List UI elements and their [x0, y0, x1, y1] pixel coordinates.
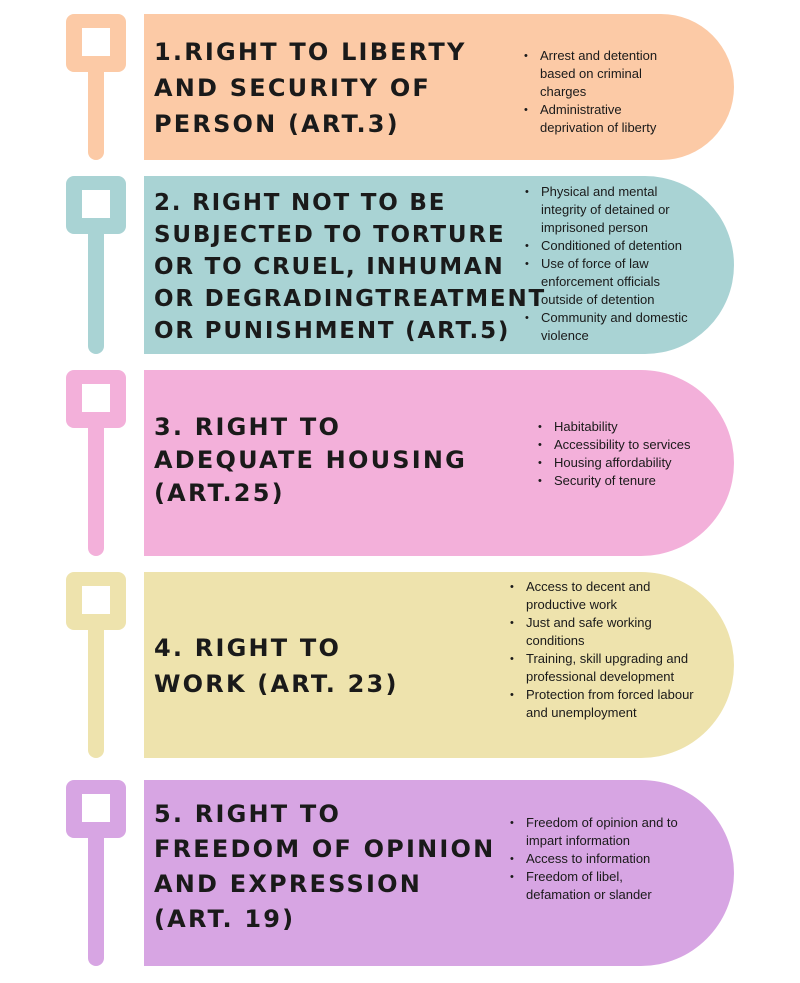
right-tag	[144, 370, 734, 556]
detail-item: • Community and domestic violence	[525, 309, 701, 345]
right-tag	[144, 780, 734, 966]
right-details	[538, 418, 728, 490]
detail-item: • Protection from forced labour and unemployment	[510, 686, 694, 722]
detail-item: • Housing affordability	[538, 454, 728, 472]
right-details	[525, 183, 701, 345]
detail-item: • Administrative deprivation of liberty	[524, 101, 684, 137]
detail-item: • Just and safe working conditions	[510, 614, 694, 650]
detail-item: • Access to information	[510, 850, 690, 868]
right-title: 3. RIGHT TO ADEQUATE HOUSING (ART.25)	[154, 413, 468, 507]
detail-item: • Use of force of law enforcement officials outside of detention	[525, 255, 701, 309]
detail-item: • Freedom of opinion and to impart information	[510, 814, 690, 850]
right-tag	[144, 176, 734, 354]
right-title: 2. RIGHT NOT TO BE SUBJECTED TO TORTURE OR TO CRUEL, INHUMAN OR DEGRADINGTREATMENT OR PUNISHMENT (ART.5)	[154, 190, 546, 344]
detail-item: • Freedom of libel, defamation or slander	[510, 868, 690, 904]
right-tag	[144, 572, 734, 758]
detail-item: • Habitability	[538, 418, 728, 436]
right-title: 5. RIGHT TO FREEDOM OF OPINION AND EXPRESSION (ART. 19)	[154, 800, 496, 933]
detail-item: • Arrest and detention based on criminal charges	[524, 47, 684, 101]
detail-item: • Conditioned of detention	[525, 237, 701, 255]
right-title: 4. RIGHT TO WORK (ART. 23)	[154, 634, 399, 698]
detail-item: • Access to decent and productive work	[510, 578, 694, 614]
right-details	[510, 814, 690, 904]
right-tag	[144, 14, 734, 160]
right-title: 1.RIGHT TO LIBERTY AND SECURITY OF PERSON (ART.3)	[154, 38, 467, 138]
right-details	[510, 578, 694, 722]
detail-item: • Accessibility to services	[538, 436, 728, 454]
right-details	[524, 47, 684, 137]
detail-item: • Security of tenure	[538, 472, 728, 490]
detail-item: • Physical and mental integrity of detained or imprisoned person	[525, 183, 701, 237]
detail-item: • Training, skill upgrading and professional development	[510, 650, 694, 686]
